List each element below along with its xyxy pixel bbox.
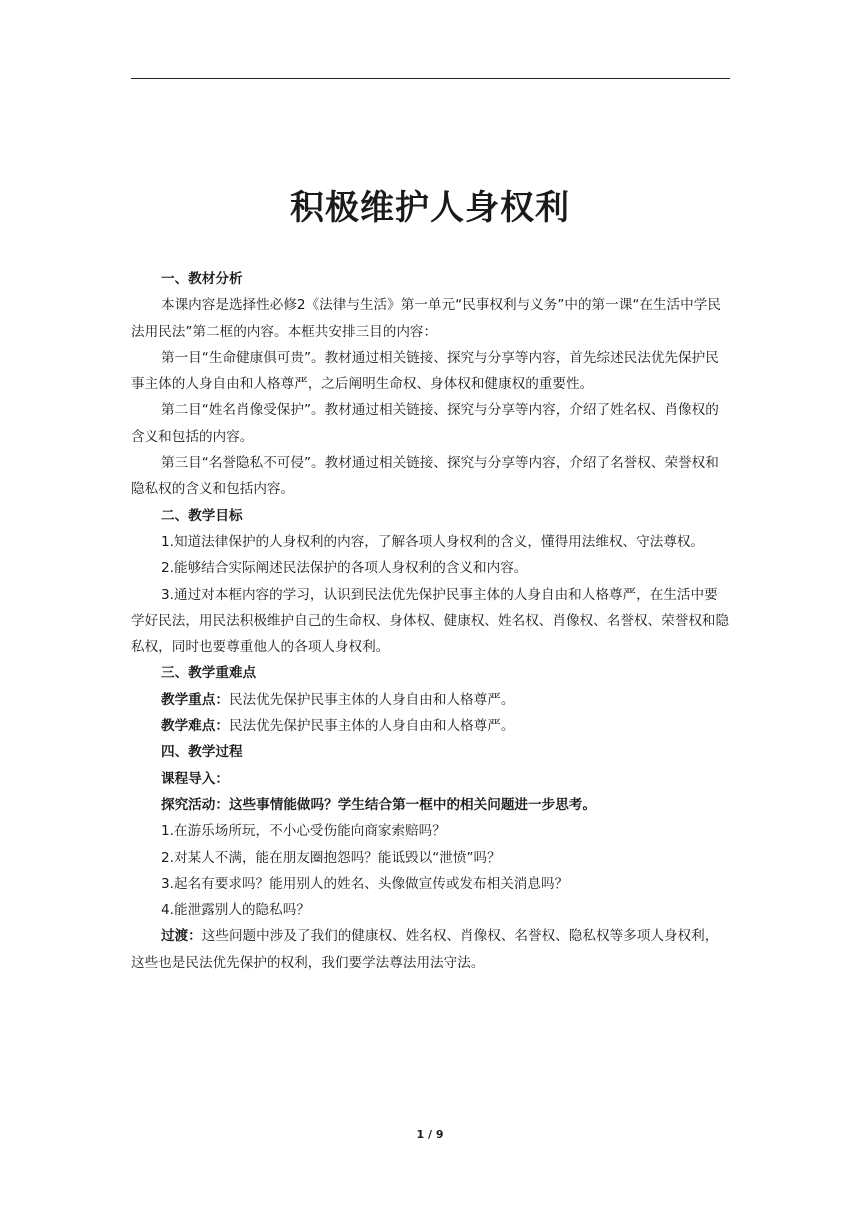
- question-item: 1.在游乐场所玩，不小心受伤能向商家索赔吗？: [161, 823, 446, 840]
- activity-prompt: 探究活动：这些事情能做吗？学生结合第一框中的相关问题进一步思考。: [161, 796, 596, 813]
- transition-label: 过渡：: [161, 928, 202, 945]
- transition-text: 这些问题中涉及了我们的健康权、姓名权、肖像权、名誉权、隐私权等多项人身权利，这些也是民法优先保护的权利，我们要学法尊法用法守法。: [131, 928, 719, 971]
- section-heading-objectives: 二、教学目标: [161, 507, 243, 524]
- question-item: 2.对某人不满，能在朋友圈抱怨吗？能诋毁以“泄愤”吗？: [161, 849, 501, 866]
- document-body: [131, 266, 730, 976]
- objective-item: 3.通过对本框内容的学习，认识到民法优先保护民事主体的人身自由和人格尊严，在生活中要学好民法，用民法积极维护自己的生命权、身体权、健康权、姓名权、肖像权、名誉权、荣誉权和隐私权，同时也要尊重他人的各项人身权利。: [131, 586, 730, 656]
- difficulty-text: 民法优先保护民事主体的人身自由和人格尊严。: [228, 718, 515, 735]
- transition-line: [131, 923, 730, 976]
- key-point-label: 教学重点：: [161, 691, 229, 708]
- section-heading-analysis: 一、教材分析: [161, 271, 243, 287]
- paragraph: 本课内容是选择性必修2《法律与生活》第一单元“民事权利与义务”中的第一课“在生活中学民法用民法”第二框的内容。本框共安排三目的内容：: [131, 297, 721, 340]
- objective-item: 1.知道法律保护的人身权利的内容，了解各项人身权利的含义，懂得用法维权、守法尊权。: [161, 533, 705, 550]
- key-point-line: [131, 687, 730, 713]
- difficulty-line: [131, 713, 730, 739]
- question-item: 4.能泄露别人的隐私吗？: [161, 902, 310, 919]
- paragraph: 第三目“名誉隐私不可侵”。教材通过相关链接、探究与分享等内容，介绍了名誉权、荣誉权和隐私权的含义和包括内容。: [131, 455, 719, 498]
- difficulty-label: 教学难点：: [161, 718, 229, 735]
- lesson-intro-label: 课程导入：: [161, 770, 229, 787]
- objective-item: 2.能够结合实际阐述民法保护的各项人身权利的含义和内容。: [161, 560, 528, 577]
- key-point-text: 民法优先保护民事主体的人身自由和人格尊严。: [228, 691, 515, 708]
- page-number: 1 / 9: [416, 1128, 444, 1141]
- header-rule: [131, 78, 730, 79]
- section-heading-key-points: 三、教学重难点: [161, 665, 257, 682]
- question-item: 3.起名有要求吗？能用别人的姓名、头像做宣传或发布相关消息吗？: [161, 875, 569, 892]
- document-title: 积极维护人身权利: [290, 188, 570, 228]
- section-heading-process: 四、教学过程: [161, 744, 243, 761]
- paragraph: 第二目“姓名肖像受保护”。教材通过相关链接、探究与分享等内容，介绍了姓名权、肖像权的含义和包括的内容。: [131, 402, 719, 445]
- paragraph: 第一目“生命健康俱可贵”。教材通过相关链接、探究与分享等内容，首先综述民法优先保护民事主体的人身自由和人格尊严，之后阐明生命权、身体权和健康权的重要性。: [131, 349, 719, 393]
